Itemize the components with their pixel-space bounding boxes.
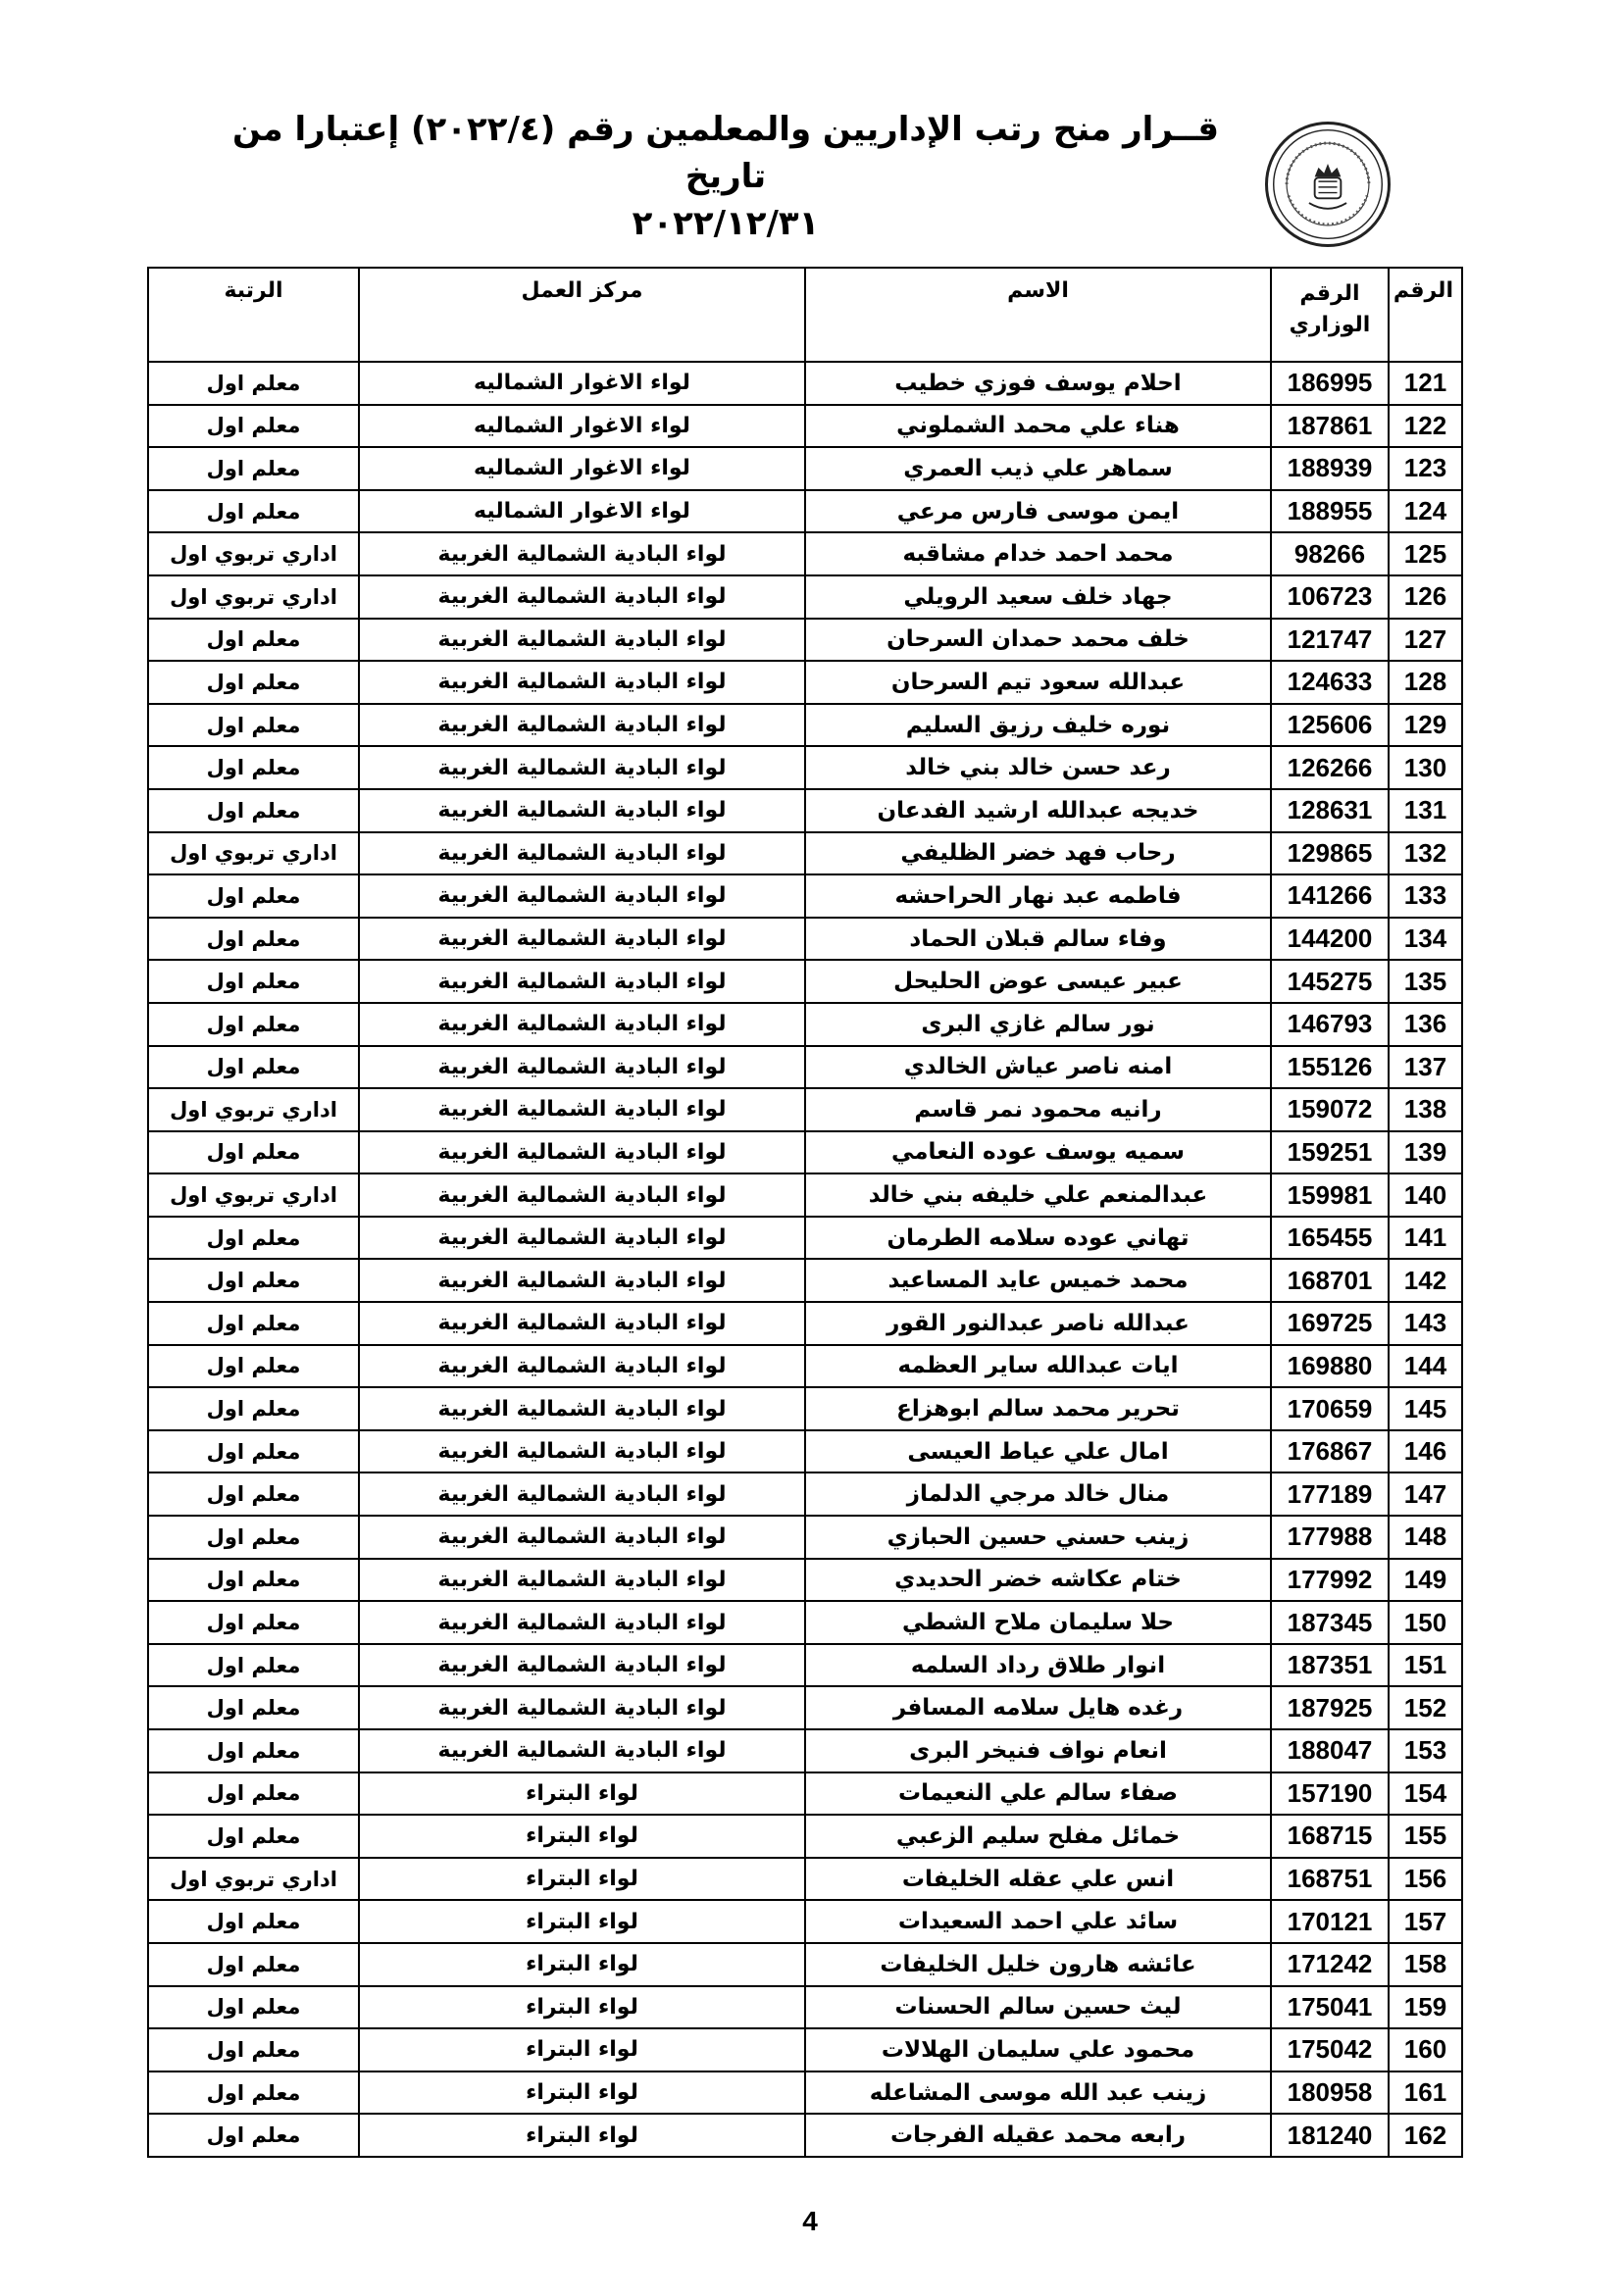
ministerial-number-cell: 124633 (1271, 661, 1389, 704)
row-number-cell: 152 (1389, 1686, 1462, 1729)
work-center-cell: لواء البادية الشمالية الغربية (359, 1302, 805, 1345)
table-row (148, 789, 1462, 832)
work-center-cell: لواء البادية الشمالية الغربية (359, 1345, 805, 1388)
ministerial-number-cell: 177189 (1271, 1472, 1389, 1516)
row-number-cell: 155 (1389, 1815, 1462, 1858)
work-center-cell: لواء البادية الشمالية الغربية (359, 619, 805, 662)
rank-cell: معلم اول (148, 1900, 359, 1943)
rank-cell: معلم اول (148, 960, 359, 1003)
document-header (196, 106, 1255, 247)
ministerial-number-cell: 187351 (1271, 1644, 1389, 1687)
ministerial-number-cell: 159072 (1271, 1088, 1389, 1131)
rank-cell: معلم اول (148, 1003, 359, 1046)
ministerial-number-cell: 106723 (1271, 575, 1389, 619)
work-center-cell: لواء البادية الشمالية الغربية (359, 1430, 805, 1473)
ministerial-number-cell: 146793 (1271, 1003, 1389, 1046)
rank-cell: معلم اول (148, 1559, 359, 1602)
name-cell: عبير عيسى عوض الحليحل (805, 960, 1271, 1003)
table-row (148, 490, 1462, 533)
rank-cell: معلم اول (148, 1046, 359, 1089)
work-center-cell: لواء البادية الشمالية الغربية (359, 1217, 805, 1260)
table-row (148, 1516, 1462, 1559)
name-cell: خلف محمد حمدان السرحان (805, 619, 1271, 662)
ministerial-number-cell: 168701 (1271, 1259, 1389, 1302)
rank-cell: اداري تربوي اول (148, 575, 359, 619)
work-center-cell: لواء البادية الشمالية الغربية (359, 832, 805, 875)
name-cell: امال علي عياط العيسى (805, 1430, 1271, 1473)
work-center-cell: لواء البادية الشمالية الغربية (359, 1729, 805, 1772)
ranks-table (147, 267, 1463, 2158)
name-cell: ختام عكاشه خضر الحديدي (805, 1559, 1271, 1602)
table-row (148, 1900, 1462, 1943)
name-cell: رعد حسن خالد بني خالد (805, 746, 1271, 789)
ministerial-number-cell: 188047 (1271, 1729, 1389, 1772)
name-cell: عبدالله سعود تيم السرحان (805, 661, 1271, 704)
name-cell: رحاب فهد خضر الظليفي (805, 832, 1271, 875)
rank-cell: معلم اول (148, 1387, 359, 1430)
effective-date: ٢٠٢٢/١٢/٣١ (632, 204, 820, 243)
work-center-cell: لواء البتراء (359, 1943, 805, 1986)
header-name: الاسم (805, 268, 1271, 362)
table-row (148, 1046, 1462, 1089)
row-number-cell: 156 (1389, 1858, 1462, 1901)
table-row (148, 661, 1462, 704)
name-cell: تحرير محمد سالم ابوهزاع (805, 1387, 1271, 1430)
name-cell: خديجه عبدالله ارشيد الفدعان (805, 789, 1271, 832)
name-cell: حلا سليمان ملاح الشطي (805, 1601, 1271, 1644)
table-row (148, 447, 1462, 490)
table-row (148, 1686, 1462, 1729)
row-number-cell: 136 (1389, 1003, 1462, 1046)
row-number-cell: 121 (1389, 362, 1462, 405)
work-center-cell: لواء البادية الشمالية الغربية (359, 874, 805, 918)
name-cell: امنه ناصر عياش الخالدي (805, 1046, 1271, 1089)
rank-cell: اداري تربوي اول (148, 832, 359, 875)
row-number-cell: 147 (1389, 1472, 1462, 1516)
table-row (148, 1259, 1462, 1302)
rank-cell: معلم اول (148, 746, 359, 789)
ministerial-number-cell: 187861 (1271, 405, 1389, 448)
row-number-cell: 129 (1389, 704, 1462, 747)
name-cell: رغده هايل سلامه المسافر (805, 1686, 1271, 1729)
work-center-cell: لواء البتراء (359, 2114, 805, 2157)
table-row (148, 619, 1462, 662)
rank-cell: معلم اول (148, 1131, 359, 1174)
row-number-cell: 143 (1389, 1302, 1462, 1345)
name-cell: انوار طلاق رداد السلمه (805, 1644, 1271, 1687)
row-number-cell: 125 (1389, 532, 1462, 575)
row-number-cell: 154 (1389, 1772, 1462, 1816)
ministerial-number-cell: 180958 (1271, 2071, 1389, 2115)
rank-cell: معلم اول (148, 2028, 359, 2071)
name-cell: محمد خميس عايد المساعيد (805, 1259, 1271, 1302)
name-cell: سائد علي احمد السعيدات (805, 1900, 1271, 1943)
ministerial-number-cell: 157190 (1271, 1772, 1389, 1816)
work-center-cell: لواء البادية الشمالية الغربية (359, 918, 805, 961)
rank-cell: معلم اول (148, 1217, 359, 1260)
row-number-cell: 128 (1389, 661, 1462, 704)
rank-cell: اداري تربوي اول (148, 1858, 359, 1901)
header-ministerial-no: الرقم الوزاري (1271, 268, 1389, 362)
rank-cell: معلم اول (148, 704, 359, 747)
table-row (148, 2071, 1462, 2115)
work-center-cell: لواء البادية الشمالية الغربية (359, 661, 805, 704)
name-cell: زينب حسني حسين الحبازي (805, 1516, 1271, 1559)
name-cell: انعام نواف فنيخر البرى (805, 1729, 1271, 1772)
row-number-cell: 122 (1389, 405, 1462, 448)
table-row (148, 1472, 1462, 1516)
rank-cell: معلم اول (148, 1259, 359, 1302)
table-row (148, 2114, 1462, 2157)
work-center-cell: لواء البادية الشمالية الغربية (359, 1686, 805, 1729)
row-number-cell: 162 (1389, 2114, 1462, 2157)
row-number-cell: 140 (1389, 1173, 1462, 1217)
ministerial-number-cell: 159981 (1271, 1173, 1389, 1217)
ministerial-number-cell: 187925 (1271, 1686, 1389, 1729)
row-number-cell: 139 (1389, 1131, 1462, 1174)
rank-cell: معلم اول (148, 1601, 359, 1644)
work-center-cell: لواء البادية الشمالية الغربية (359, 1387, 805, 1430)
name-cell: ايات عبدالله ساير العظمه (805, 1345, 1271, 1388)
rank-cell: معلم اول (148, 1516, 359, 1559)
work-center-cell: لواء البادية الشمالية الغربية (359, 1601, 805, 1644)
page-number: 4 (802, 2206, 818, 2236)
row-number-cell: 138 (1389, 1088, 1462, 1131)
row-number-cell: 124 (1389, 490, 1462, 533)
ministerial-number-cell: 165455 (1271, 1217, 1389, 1260)
row-number-cell: 150 (1389, 1601, 1462, 1644)
rank-cell: معلم اول (148, 490, 359, 533)
rank-cell: معلم اول (148, 1345, 359, 1388)
row-number-cell: 158 (1389, 1943, 1462, 1986)
decision-title: قــرار منح رتب الإداريين والمعلمين رقم (٢٠٢٢/٤) إعتبارا من تاريخ (232, 110, 1219, 196)
table-row (148, 1601, 1462, 1644)
rank-cell: معلم اول (148, 1986, 359, 2029)
ministerial-number-cell: 170121 (1271, 1900, 1389, 1943)
row-number-cell: 141 (1389, 1217, 1462, 1260)
rank-cell: معلم اول (148, 405, 359, 448)
ministerial-number-cell: 155126 (1271, 1046, 1389, 1089)
table-row (148, 1387, 1462, 1430)
row-number-cell: 134 (1389, 918, 1462, 961)
row-number-cell: 133 (1389, 874, 1462, 918)
work-center-cell: لواء البادية الشمالية الغربية (359, 575, 805, 619)
work-center-cell: لواء البادية الشمالية الغربية (359, 1516, 805, 1559)
rank-cell: اداري تربوي اول (148, 1088, 359, 1131)
name-cell: صفاء سالم علي النعيمات (805, 1772, 1271, 1816)
work-center-cell: لواء البتراء (359, 1900, 805, 1943)
row-number-cell: 135 (1389, 960, 1462, 1003)
name-cell: منال خالد مرجي الدلماز (805, 1472, 1271, 1516)
work-center-cell: لواء البتراء (359, 2071, 805, 2115)
work-center-cell: لواء البتراء (359, 1858, 805, 1901)
table-row (148, 1986, 1462, 2029)
work-center-cell: لواء البادية الشمالية الغربية (359, 1046, 805, 1089)
work-center-cell: لواء البادية الشمالية الغربية (359, 789, 805, 832)
work-center-cell: لواء البادية الشمالية الغربية (359, 1472, 805, 1516)
ministerial-number-cell: 129865 (1271, 832, 1389, 875)
rank-cell: معلم اول (148, 661, 359, 704)
table-row (148, 405, 1462, 448)
rank-cell: اداري تربوي اول (148, 532, 359, 575)
name-cell: فاطمه عبد نهار الحراحشه (805, 874, 1271, 918)
work-center-cell: لواء البادية الشمالية الغربية (359, 1259, 805, 1302)
ministerial-number-cell: 176867 (1271, 1430, 1389, 1473)
ministerial-number-cell: 168715 (1271, 1815, 1389, 1858)
seal-emblem-icon (1268, 125, 1388, 244)
table-row (148, 874, 1462, 918)
name-cell: عبدالمنعم علي خليفه بني خالد (805, 1173, 1271, 1217)
ministerial-number-cell: 181240 (1271, 2114, 1389, 2157)
row-number-cell: 148 (1389, 1516, 1462, 1559)
ministerial-number-cell: 128631 (1271, 789, 1389, 832)
rank-cell: معلم اول (148, 619, 359, 662)
row-number-cell: 127 (1389, 619, 1462, 662)
table-body (148, 362, 1462, 2157)
rank-cell: اداري تربوي اول (148, 1173, 359, 1217)
row-number-cell: 131 (1389, 789, 1462, 832)
table-row (148, 918, 1462, 961)
table-row (148, 1729, 1462, 1772)
name-cell: زينب عبد الله موسى المشاعله (805, 2071, 1271, 2115)
work-center-cell: لواء البادية الشمالية الغربية (359, 1173, 805, 1217)
row-number-cell: 145 (1389, 1387, 1462, 1430)
name-cell: نور سالم غازي البرى (805, 1003, 1271, 1046)
table-row (148, 1302, 1462, 1345)
work-center-cell: لواء البتراء (359, 1815, 805, 1858)
table-row (148, 746, 1462, 789)
ministerial-number-cell: 126266 (1271, 746, 1389, 789)
table-row (148, 362, 1462, 405)
rank-cell: معلم اول (148, 1686, 359, 1729)
table-row (148, 1131, 1462, 1174)
table-row (148, 1088, 1462, 1131)
name-cell: محمد احمد خدام مشاقبه (805, 532, 1271, 575)
header-no: الرقم (1389, 268, 1462, 362)
row-number-cell: 123 (1389, 447, 1462, 490)
work-center-cell: لواء الاغوار الشماليه (359, 405, 805, 448)
name-cell: انس علي عقله الخليفات (805, 1858, 1271, 1901)
ministerial-number-cell: 170659 (1271, 1387, 1389, 1430)
ministerial-number-cell: 169725 (1271, 1302, 1389, 1345)
table-row (148, 1772, 1462, 1816)
ministerial-number-cell: 175042 (1271, 2028, 1389, 2071)
ministerial-number-cell: 186995 (1271, 362, 1389, 405)
name-cell: وفاء سالم قبلان الحماد (805, 918, 1271, 961)
work-center-cell: لواء البادية الشمالية الغربية (359, 1644, 805, 1687)
table-row (148, 1173, 1462, 1217)
ministerial-number-cell: 188939 (1271, 447, 1389, 490)
work-center-cell: لواء البتراء (359, 1772, 805, 1816)
table-row (148, 832, 1462, 875)
work-center-cell: لواء الاغوار الشماليه (359, 362, 805, 405)
ministerial-number-cell: 141266 (1271, 874, 1389, 918)
row-number-cell: 160 (1389, 2028, 1462, 2071)
work-center-cell: لواء البادية الشمالية الغربية (359, 1088, 805, 1131)
table-row (148, 1644, 1462, 1687)
table-row (148, 1345, 1462, 1388)
table-row (148, 960, 1462, 1003)
work-center-cell: لواء البتراء (359, 1986, 805, 2029)
ministerial-number-cell: 171242 (1271, 1943, 1389, 1986)
ministerial-number-cell: 187345 (1271, 1601, 1389, 1644)
rank-cell: معلم اول (148, 2071, 359, 2115)
name-cell: تهاني عوده سلامه الطرمان (805, 1217, 1271, 1260)
name-cell: سميه يوسف عوده النعامي (805, 1131, 1271, 1174)
rank-cell: معلم اول (148, 1430, 359, 1473)
name-cell: سماهر علي ذيب العمري (805, 447, 1271, 490)
ministerial-number-cell: 159251 (1271, 1131, 1389, 1174)
work-center-cell: لواء البتراء (359, 2028, 805, 2071)
rank-cell: معلم اول (148, 789, 359, 832)
row-number-cell: 159 (1389, 1986, 1462, 2029)
rank-cell: معلم اول (148, 362, 359, 405)
header-rank: الرتبة (148, 268, 359, 362)
work-center-cell: لواء الاغوار الشماليه (359, 447, 805, 490)
rank-cell: معلم اول (148, 1772, 359, 1816)
name-cell: ليث حسين سالم الحسنات (805, 1986, 1271, 2029)
row-number-cell: 146 (1389, 1430, 1462, 1473)
name-cell: احلام يوسف فوزي خطيب (805, 362, 1271, 405)
ministry-seal (1265, 122, 1391, 247)
ministerial-number-cell: 169880 (1271, 1345, 1389, 1388)
name-cell: نوره خليف رزيق السليم (805, 704, 1271, 747)
name-cell: عبدالله ناصر عبدالنور القور (805, 1302, 1271, 1345)
table-row (148, 1430, 1462, 1473)
rank-cell: معلم اول (148, 918, 359, 961)
name-cell: عائشه هارون خليل الخليفات (805, 1943, 1271, 1986)
rank-cell: معلم اول (148, 1644, 359, 1687)
rank-cell: معلم اول (148, 874, 359, 918)
row-number-cell: 157 (1389, 1900, 1462, 1943)
rank-cell: معلم اول (148, 2114, 359, 2157)
work-center-cell: لواء البادية الشمالية الغربية (359, 532, 805, 575)
rank-cell: معلم اول (148, 447, 359, 490)
row-number-cell: 126 (1389, 575, 1462, 619)
work-center-cell: لواء البادية الشمالية الغربية (359, 1131, 805, 1174)
table-row (148, 1217, 1462, 1260)
table-row (148, 1559, 1462, 1602)
ministerial-number-cell: 177988 (1271, 1516, 1389, 1559)
name-cell: جهاد خلف سعيد الرويلي (805, 575, 1271, 619)
row-number-cell: 161 (1389, 2071, 1462, 2115)
table-row (148, 1858, 1462, 1901)
table-row (148, 575, 1462, 619)
table-row (148, 704, 1462, 747)
work-center-cell: لواء البادية الشمالية الغربية (359, 746, 805, 789)
ministerial-number-cell: 98266 (1271, 532, 1389, 575)
table-header-row (148, 268, 1462, 362)
name-cell: خمائل مفلح سليم الزعبي (805, 1815, 1271, 1858)
table-row (148, 2028, 1462, 2071)
row-number-cell: 153 (1389, 1729, 1462, 1772)
row-number-cell: 149 (1389, 1559, 1462, 1602)
name-cell: رابعه محمد عقيله الفرجات (805, 2114, 1271, 2157)
work-center-cell: لواء البادية الشمالية الغربية (359, 1003, 805, 1046)
ministerial-number-cell: 125606 (1271, 704, 1389, 747)
row-number-cell: 151 (1389, 1644, 1462, 1687)
row-number-cell: 144 (1389, 1345, 1462, 1388)
ministerial-number-cell: 144200 (1271, 918, 1389, 961)
table-row (148, 1943, 1462, 1986)
row-number-cell: 137 (1389, 1046, 1462, 1089)
name-cell: رانيه محمود نمر قاسم (805, 1088, 1271, 1131)
table-row (148, 1815, 1462, 1858)
row-number-cell: 142 (1389, 1259, 1462, 1302)
rank-cell: معلم اول (148, 1943, 359, 1986)
work-center-cell: لواء البادية الشمالية الغربية (359, 1559, 805, 1602)
row-number-cell: 130 (1389, 746, 1462, 789)
rank-cell: معلم اول (148, 1729, 359, 1772)
ministerial-number-cell: 145275 (1271, 960, 1389, 1003)
rank-cell: معلم اول (148, 1815, 359, 1858)
row-number-cell: 132 (1389, 832, 1462, 875)
rank-cell: معلم اول (148, 1302, 359, 1345)
ministerial-number-cell: 177992 (1271, 1559, 1389, 1602)
table-row (148, 1003, 1462, 1046)
ministerial-number-cell: 188955 (1271, 490, 1389, 533)
work-center-cell: لواء البادية الشمالية الغربية (359, 960, 805, 1003)
work-center-cell: لواء البادية الشمالية الغربية (359, 704, 805, 747)
name-cell: ايمن موسى فارس مرعي (805, 490, 1271, 533)
work-center-cell: لواء الاغوار الشماليه (359, 490, 805, 533)
header-work-center: مركز العمل (359, 268, 805, 362)
name-cell: هناء علي محمد الشملوني (805, 405, 1271, 448)
ministerial-number-cell: 168751 (1271, 1858, 1389, 1901)
name-cell: محمود علي سليمان الهلالات (805, 2028, 1271, 2071)
ministerial-number-cell: 121747 (1271, 619, 1389, 662)
ministerial-number-cell: 175041 (1271, 1986, 1389, 2029)
table-row (148, 532, 1462, 575)
rank-cell: معلم اول (148, 1472, 359, 1516)
